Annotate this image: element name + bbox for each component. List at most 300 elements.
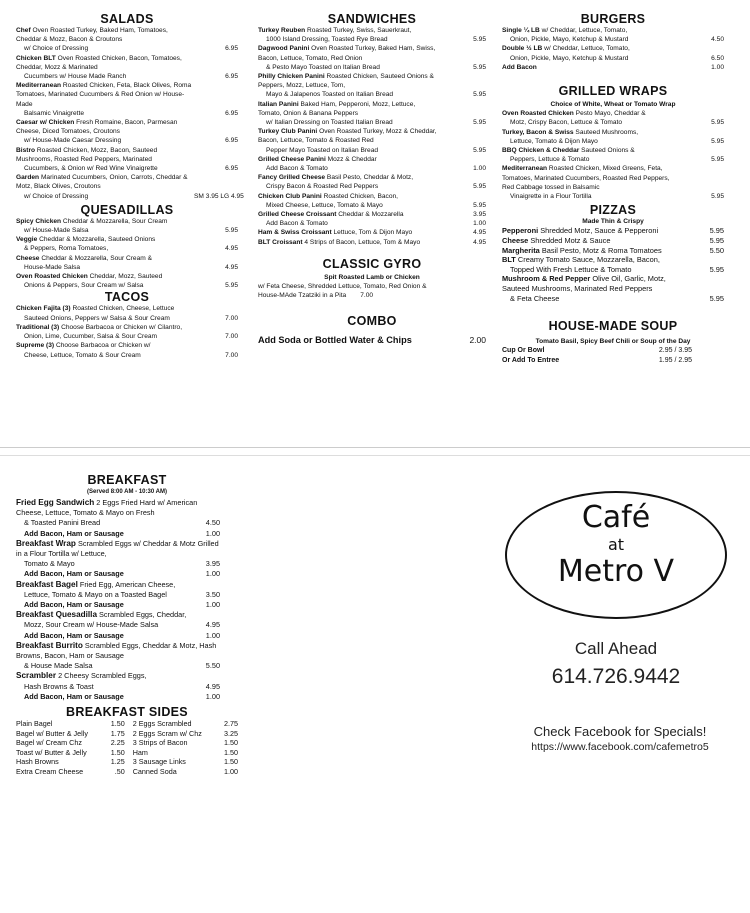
menu-item [502, 236, 724, 246]
breakfast-item [16, 498, 238, 539]
item-price-2: 1.00 [473, 220, 486, 228]
sides-heading: BREAKFAST SIDES [66, 705, 188, 720]
item-desc2-row [16, 620, 220, 630]
item-desc: Roasted Chicken, Mozz, Bacon, Sauteed Mushrooms, Roasted Red Peppers, Marinated [16, 146, 158, 163]
item-desc: Mozz & Cheddar [327, 155, 377, 163]
item-desc2-row [16, 518, 220, 528]
item-price: 5.95 [711, 156, 724, 164]
item-price: 5.95 [709, 236, 724, 246]
item-line [16, 272, 192, 281]
add-row [16, 529, 220, 539]
menu-item [258, 44, 486, 72]
item-line [258, 26, 440, 35]
item-desc2: Crispy Bacon & Roasted Red Peppers [266, 183, 379, 191]
item-desc: Scrambled Eggs w/ Cheddar & Motz Grilled in a Flour Tortilla w/ Lettuce, [16, 538, 219, 559]
item-desc: Roasted Chicken, Sauteed Onions & Peppers, Mozz, Lettuce, Tom, [258, 73, 434, 90]
menu-item [258, 127, 486, 155]
add-row [16, 692, 220, 702]
add-label: Add Bacon, Ham or Sausage [24, 528, 124, 538]
item-price: 4.95 [205, 681, 220, 691]
breakfast-column [16, 473, 238, 777]
menu-item [258, 228, 486, 237]
item-price: 4.50 [205, 518, 220, 528]
item-desc2: Tomato & Mayo [24, 559, 75, 569]
menu-item [258, 192, 486, 210]
item-line [16, 671, 220, 681]
item-line [16, 217, 192, 226]
item-line [16, 26, 192, 44]
item-line [16, 304, 192, 313]
side-cell: 1.50 [224, 747, 238, 757]
item-desc2: Peppers, Lettuce & Tomato [510, 156, 590, 164]
item-name: BLT Croissant [258, 238, 303, 246]
item-line [258, 210, 440, 219]
side-cell: 2.75 [224, 719, 238, 729]
item-desc2-row [16, 661, 220, 671]
item-line [16, 341, 192, 350]
burgers-column [502, 12, 724, 365]
side-cell: 2 Eggs Scrambled [132, 719, 192, 729]
item-desc: Creamy Tomato Sauce, Mozzarella, Bacon, [517, 255, 660, 265]
item-desc2: Balsamic Vinaigrette [24, 109, 84, 117]
side-cell: 1.50 [110, 747, 125, 757]
side-cell: Canned Soda [132, 767, 177, 777]
item-desc: Sauteed Mushrooms, [575, 128, 639, 136]
item-desc: Shredded Motz & Sauce [530, 236, 611, 246]
side-cell: 3 Strips of Bacon [132, 738, 188, 748]
gyro-name: Spit Roasted Lamb or Chicken [324, 273, 420, 281]
menu-item [16, 217, 238, 235]
item-price: 6.95 [225, 73, 238, 81]
item-price: 5.50 [709, 245, 724, 255]
item-name: Mushroom & Red Pepper [502, 274, 591, 284]
quesadillas-heading: QUESADILLAS [80, 202, 174, 217]
menu-item [502, 226, 724, 236]
item-name: Supreme (3) [16, 342, 55, 350]
item-desc2: Mozz, Sour Cream w/ House-Made Salsa [24, 620, 159, 630]
menu-item [258, 72, 486, 100]
item-line [502, 246, 678, 256]
item-desc: Roasted Chicken, Cheese, Lettuce [72, 305, 175, 313]
item-desc2: Pepper Mayo Toasted on Italian Bread [266, 146, 379, 154]
item-price: 5.95 [473, 91, 486, 99]
item-desc: Roasted Chicken, Bacon, [323, 192, 398, 200]
breakfast-item [16, 671, 238, 702]
item-desc2: Onion, Lime, Cucumber, Salsa & Sour Cream [24, 333, 158, 341]
cafe-logo [505, 491, 727, 619]
item-name: Single ¼ LB [502, 27, 540, 34]
salads-heading: SALADS [100, 12, 154, 26]
item-desc: Oven Roasted Turkey, Baked Ham, Swiss, Bacon, Lettuce, Tomato, Red Onion [258, 45, 436, 62]
item-desc: Roasted Chicken, Feta, Black Olives, Roma Tomatoes, Marinated Cucumbers & Red Onion w/ House-Made [16, 82, 192, 108]
menu-item [16, 26, 238, 54]
item-line [258, 173, 440, 182]
item-desc2: & Toasted Panini Bread [24, 518, 101, 528]
item-line [258, 238, 440, 247]
facebook-url[interactable]: https://www.facebook.com/cafemetro5 [531, 741, 709, 753]
side-cell: Bagel w/ Cream Chz [16, 738, 82, 748]
item-desc2: Onion, Pickle, Mayo, Ketchup & Mustard [510, 36, 629, 44]
item-name: Mediterranean [502, 165, 548, 173]
item-name: Chicken BLT [16, 54, 56, 62]
item-price: 5.50 [205, 661, 220, 671]
item-name: Breakfast Quesadilla [16, 610, 98, 620]
item-desc2: Lettuce, Tomato & Mayo on a Toasted Bagel [24, 589, 167, 599]
side-row [16, 738, 246, 748]
item-line [502, 226, 678, 236]
item-line [502, 255, 678, 265]
item-desc2: w/ House-Made Caesar Dressing [24, 137, 122, 145]
item-desc2: Lettuce, Tomato & Dijon Mayo [510, 137, 598, 145]
menu-item [502, 255, 724, 274]
menu-item [16, 81, 238, 118]
item-desc: Fried Egg, American Cheese, [79, 579, 176, 589]
facebook-specials: Check Facebook for Specials! [533, 724, 707, 739]
menu-item [502, 26, 724, 44]
menu-item [258, 238, 486, 247]
item-desc2: Mayo & Jalapenos Toasted on Italian Bread [266, 91, 394, 99]
add-price: 1.00 [205, 528, 220, 538]
item-name: Breakfast Bagel [16, 579, 78, 589]
menu-item [258, 173, 486, 191]
breakfast-item [16, 539, 238, 580]
item-desc2: & Feta Cheese [510, 293, 560, 303]
item-name: Grilled Cheese Croissant [258, 211, 337, 219]
item-name: Philly Chicken Panini [258, 73, 325, 81]
item-desc2-row [16, 559, 220, 569]
item-desc: Scrambled Eggs, Cheddar, [99, 610, 187, 620]
item-price: 5.95 [711, 119, 724, 127]
item-price: 6.50 [711, 54, 724, 62]
menu-item [502, 274, 724, 303]
side-cell: 2.25 [110, 738, 125, 748]
item-desc2: & House Made Salsa [24, 661, 93, 671]
sides-table [16, 719, 246, 777]
item-name: Fancy Grilled Cheese [258, 174, 326, 182]
menu-item [502, 146, 724, 164]
item-name: Fried Egg Sandwich [16, 498, 95, 507]
item-desc: Oven Roasted Turkey, Mozz & Cheddar, Bacon, Lettuce, Tomato & Roasted Red [258, 128, 437, 145]
item-name: Oven Roasted Chicken [16, 273, 88, 281]
item-desc2: & Peppers, Roma Tomatoes, [24, 245, 109, 253]
item-name: Turkey Reuben [258, 27, 306, 34]
logo-at: at [607, 535, 625, 554]
item-line [16, 146, 192, 164]
add-price: 1.00 [205, 569, 220, 579]
item-line [258, 192, 440, 201]
add-label: Add Bacon, Ham or Sausage [24, 569, 124, 579]
side-cell: 1.50 [224, 738, 238, 748]
pizzas-list [502, 226, 724, 303]
item-price: 6.95 [225, 45, 238, 53]
sandwiches-heading: SANDWICHES [327, 12, 417, 26]
item-desc2: w/ House-Made Salsa [24, 227, 89, 235]
tacos-list [16, 304, 238, 359]
item-desc: Olive Oil, Garlic, Motz, Sauteed Mushrooms, Marinated Red Peppers [502, 274, 666, 294]
item-name: Breakfast Burrito [16, 640, 83, 650]
item-price: 5.95 [709, 264, 724, 274]
side-row [16, 767, 246, 777]
side-row [16, 748, 246, 758]
gyro-price: 7.00 [360, 292, 374, 300]
side-cell: Plain Bagel [16, 719, 53, 729]
menu-front-panel [0, 0, 750, 448]
item-desc: 2 Cheesy Scrambled Eggs, [58, 671, 147, 681]
item-line [502, 26, 678, 35]
item-desc: 2 Eggs Fried Hard w/ American Cheese, Lettuce, Tomato & Mayo on Fresh [16, 498, 198, 518]
item-price: 5.95 [711, 193, 724, 201]
breakfast-item [16, 610, 238, 641]
item-line [258, 72, 440, 90]
soup-row [502, 356, 692, 365]
item-desc: Choose Barbacoa or Chicken w/ [55, 342, 151, 350]
menu-item [502, 109, 724, 127]
add-row [16, 569, 220, 579]
item-price: 6.95 [225, 109, 238, 117]
side-row [16, 757, 246, 767]
item-name: Cheese [16, 254, 40, 262]
combo-price: 2.00 [469, 335, 486, 346]
item-line [16, 235, 192, 244]
item-line [16, 498, 220, 518]
call-ahead: Call Ahead [574, 639, 658, 658]
item-desc2: Topped With Fresh Lettuce & Tomato [510, 264, 632, 274]
item-desc: Basil Pesto, Cheddar & Motz, [326, 174, 414, 182]
item-name: Chicken Club Panini [258, 192, 322, 200]
item-line [16, 254, 192, 263]
menu-item [16, 323, 238, 341]
sandwiches-list [258, 26, 486, 247]
item-name: Scrambler [16, 671, 57, 681]
breakfast-heading: BREAKFAST [87, 473, 167, 487]
add-price: 1.00 [205, 600, 220, 610]
item-desc: Shredded Motz, Sauce & Pepperoni [540, 226, 659, 236]
item-name: Dagwood Panini [258, 45, 310, 53]
item-line [16, 580, 220, 590]
side-cell: 1.00 [224, 767, 238, 777]
menu-item [502, 246, 724, 256]
menu-item [258, 26, 486, 44]
menu-item [502, 63, 724, 72]
item-price: 1.00 [711, 63, 724, 71]
breakfast-item [16, 580, 238, 611]
item-desc2: Onion, Pickle, Mayo, Ketchup & Mustard [510, 54, 629, 62]
side-cell: 3 Sausage Links [132, 757, 186, 767]
item-name: Turkey Club Panini [258, 128, 318, 136]
soup-row [502, 346, 692, 355]
logo-cafe: Café [581, 500, 651, 535]
item-desc: Pesto Mayo, Cheddar & [575, 110, 646, 118]
side-cell: Ham [132, 747, 148, 757]
item-line [502, 146, 678, 155]
item-price: 5.95 [473, 201, 486, 209]
menu-item [258, 210, 486, 228]
soup-price: 2.95 / 3.95 [658, 347, 692, 355]
menu-item [16, 341, 238, 359]
gyro-heading: CLASSIC GYRO [322, 256, 422, 271]
item-name: Chicken Fajita (3) [16, 305, 71, 313]
salads-column [16, 12, 244, 360]
item-price: 5.95 [709, 293, 724, 303]
item-line [16, 173, 192, 191]
menu-item [16, 254, 238, 272]
menu-item [16, 272, 238, 290]
item-price: 5.95 [225, 282, 238, 290]
item-line [502, 236, 678, 246]
item-name: Traditional (3) [16, 323, 60, 331]
side-cell: 1.25 [110, 757, 125, 767]
item-name: Breakfast Wrap [16, 538, 76, 548]
item-name: Pepperoni [502, 226, 539, 236]
item-desc2: Mixed Cheese, Lettuce, Tomato & Mayo [266, 201, 383, 209]
side-cell: 1.75 [110, 728, 125, 738]
side-cell: 1.50 [224, 757, 238, 767]
item-price: 6.95 [225, 137, 238, 145]
item-price: 1.00 [473, 165, 486, 173]
item-desc: Roasted Chicken, Mixed Greens, Feta, Tomatoes, Marinated Cucumbers, Roasted Red Peppers, Red Cabbage tossed in Balsamic [502, 165, 670, 191]
item-desc2: Onions & Peppers, Sour Cream w/ Salsa [24, 282, 144, 290]
item-name: Ham & Swiss Croissant [258, 229, 332, 237]
item-price: SM 3.95 LG 4.95 [194, 192, 244, 200]
item-desc2-row [16, 682, 220, 692]
item-price: 4.95 [473, 229, 486, 237]
item-desc: Cheddar & Mozzarella, Sauteed Onions [39, 236, 156, 244]
add-row [16, 600, 220, 610]
gyro-item: w/ Feta Cheese, Shredded Lettuce, Tomato, Red Onion & House-MAde Tzatziki in a Pita 7.00 [258, 283, 427, 300]
item-price: 7.00 [225, 351, 238, 359]
add-label: Add Bacon, Ham or Sausage [24, 600, 124, 610]
item-name: Garden [16, 174, 40, 182]
add-price: 1.00 [205, 630, 220, 640]
menu-item [502, 44, 724, 62]
item-price: 4.95 [473, 238, 486, 246]
add-row [16, 631, 220, 641]
menu-item [258, 155, 486, 173]
item-price: 3.50 [205, 589, 220, 599]
item-line [258, 155, 440, 164]
item-desc: 4 Strips of Bacon, Lettuce, Tom & Mayo [304, 238, 421, 246]
item-price: 4.50 [711, 36, 724, 44]
item-name: Bistro [16, 146, 36, 154]
side-cell: Extra Cream Cheese [16, 767, 84, 777]
menu-item [258, 100, 486, 128]
item-desc2: w/ Italian Dressing on Toasted Italian Bread [266, 119, 393, 127]
item-price: 5.95 [709, 226, 724, 236]
item-line [502, 274, 678, 293]
item-name: BLT [502, 255, 516, 265]
item-price: 3.95 [473, 211, 486, 219]
item-desc: Roasted Turkey, Swiss, Sauerkraut, [307, 27, 412, 34]
breakfast-item [16, 641, 238, 672]
item-line [502, 109, 678, 118]
quesadillas-list [16, 217, 238, 291]
soup-subtitle: Tomato Basil, Spicy Beef Chili or Soup of the Day [535, 338, 691, 346]
item-desc: Sauteed Onions & [581, 147, 635, 155]
item-desc: Choose Barbacoa or Chicken w/ Cilantro, [61, 323, 183, 331]
item-desc2: Cucumbers, & Onion w/ Red Wine Vinaigrette [24, 165, 158, 173]
wraps-list [502, 109, 724, 201]
item-price: 5.95 [473, 183, 486, 191]
item-desc: w/ Cheddar, Lettuce, Tomato, [544, 45, 630, 53]
item-name: Double ½ LB [502, 45, 543, 53]
breakfast-hours: (Served 8:00 AM - 10:30 AM) [87, 489, 167, 495]
item-desc2: Motz, Crispy Bacon, Lettuce & Tomato [510, 119, 623, 127]
item-desc2: Cheese, Lettuce, Tomato & Sour Cream [24, 351, 141, 359]
logo-metro: Metro V [557, 554, 675, 589]
item-name: Oven Roasted Chicken [502, 110, 574, 118]
menu-item [16, 146, 238, 174]
item-desc2: Cucumbers w/ House Made Ranch [24, 73, 127, 81]
item-name: Add Bacon [502, 63, 537, 71]
item-desc2-row [16, 590, 220, 600]
side-cell: Toast w/ Butter & Jelly [16, 747, 87, 757]
side-row [16, 719, 246, 729]
item-desc2: w/ Choice of Dressing [24, 45, 89, 53]
item-line [16, 118, 192, 136]
item-line [502, 164, 678, 192]
item-name: Caesar w/ Chicken [16, 119, 75, 127]
item-desc: Cheddar, Mozz, Sauteed [89, 273, 163, 281]
item-desc: Basil Pesto, Motz & Roma Tomatoes [541, 245, 662, 255]
add-label: Add Bacon, Ham or Sausage [24, 630, 124, 640]
item-line [258, 127, 440, 145]
pizzas-subtitle: Made Thin & Crispy [582, 218, 644, 226]
item-price: 3.95 [205, 559, 220, 569]
add-label: Add Bacon, Ham or Sausage [24, 691, 124, 701]
item-desc: Lettuce, Tom & Dijon Mayo [333, 229, 413, 237]
side-cell: 3.25 [224, 728, 238, 738]
item-price: 5.95 [473, 119, 486, 127]
sandwiches-column [258, 12, 486, 346]
side-cell: 2 Eggs Scram w/ Chz [132, 728, 202, 738]
menu-item [16, 235, 238, 253]
item-line [502, 44, 678, 53]
side-row [16, 729, 246, 739]
item-price: 4.95 [225, 245, 238, 253]
side-cell: Bagel w/ Butter & Jelly [16, 728, 88, 738]
item-name: Grilled Cheese Panini [258, 155, 326, 163]
item-price: 4.95 [225, 263, 238, 271]
item-line [258, 100, 440, 118]
tacos-heading: TACOS [104, 290, 150, 305]
item-desc: Cheddar & Mozzarella, Sour Cream [62, 217, 168, 225]
menu-item [16, 118, 238, 146]
item-name: Cheese [502, 236, 529, 246]
item-price: 4.95 [205, 620, 220, 630]
item-price: 7.00 [225, 314, 238, 322]
item-desc: w/ Cheddar, Lettuce, Tomato, [541, 27, 628, 34]
item-desc2: Hash Browns & Toast [24, 681, 94, 691]
item-name: Margherita [502, 245, 540, 255]
item-desc: Oven Roasted Turkey, Baked Ham, Tomatoes, Cheddar & Mozz, Bacon & Croutons [16, 27, 168, 44]
item-line [258, 44, 440, 62]
burgers-list [502, 26, 724, 72]
item-line [258, 228, 440, 237]
pizzas-heading: PIZZAS [589, 203, 637, 218]
item-line [16, 539, 220, 559]
side-cell: Hash Browns [16, 757, 59, 767]
item-desc2: Add Bacon & Tomato [266, 220, 328, 228]
item-line [16, 323, 192, 332]
item-desc2: Sauteed Onions, Peppers w/ Salsa & Sour Cream [24, 314, 170, 322]
menu-item [16, 54, 238, 82]
soup-name: Or Add To Entree [502, 356, 560, 364]
item-name: Spicy Chicken [16, 217, 62, 225]
item-desc2: Vinaigrette in a Flour Tortilla [510, 193, 592, 201]
breakfast-list [16, 498, 238, 702]
item-desc: Marinated Cucumbers, Onion, Carrots, Cheddar & Motz, Black Olives, Croutons [16, 174, 188, 191]
item-price: 7.00 [225, 333, 238, 341]
